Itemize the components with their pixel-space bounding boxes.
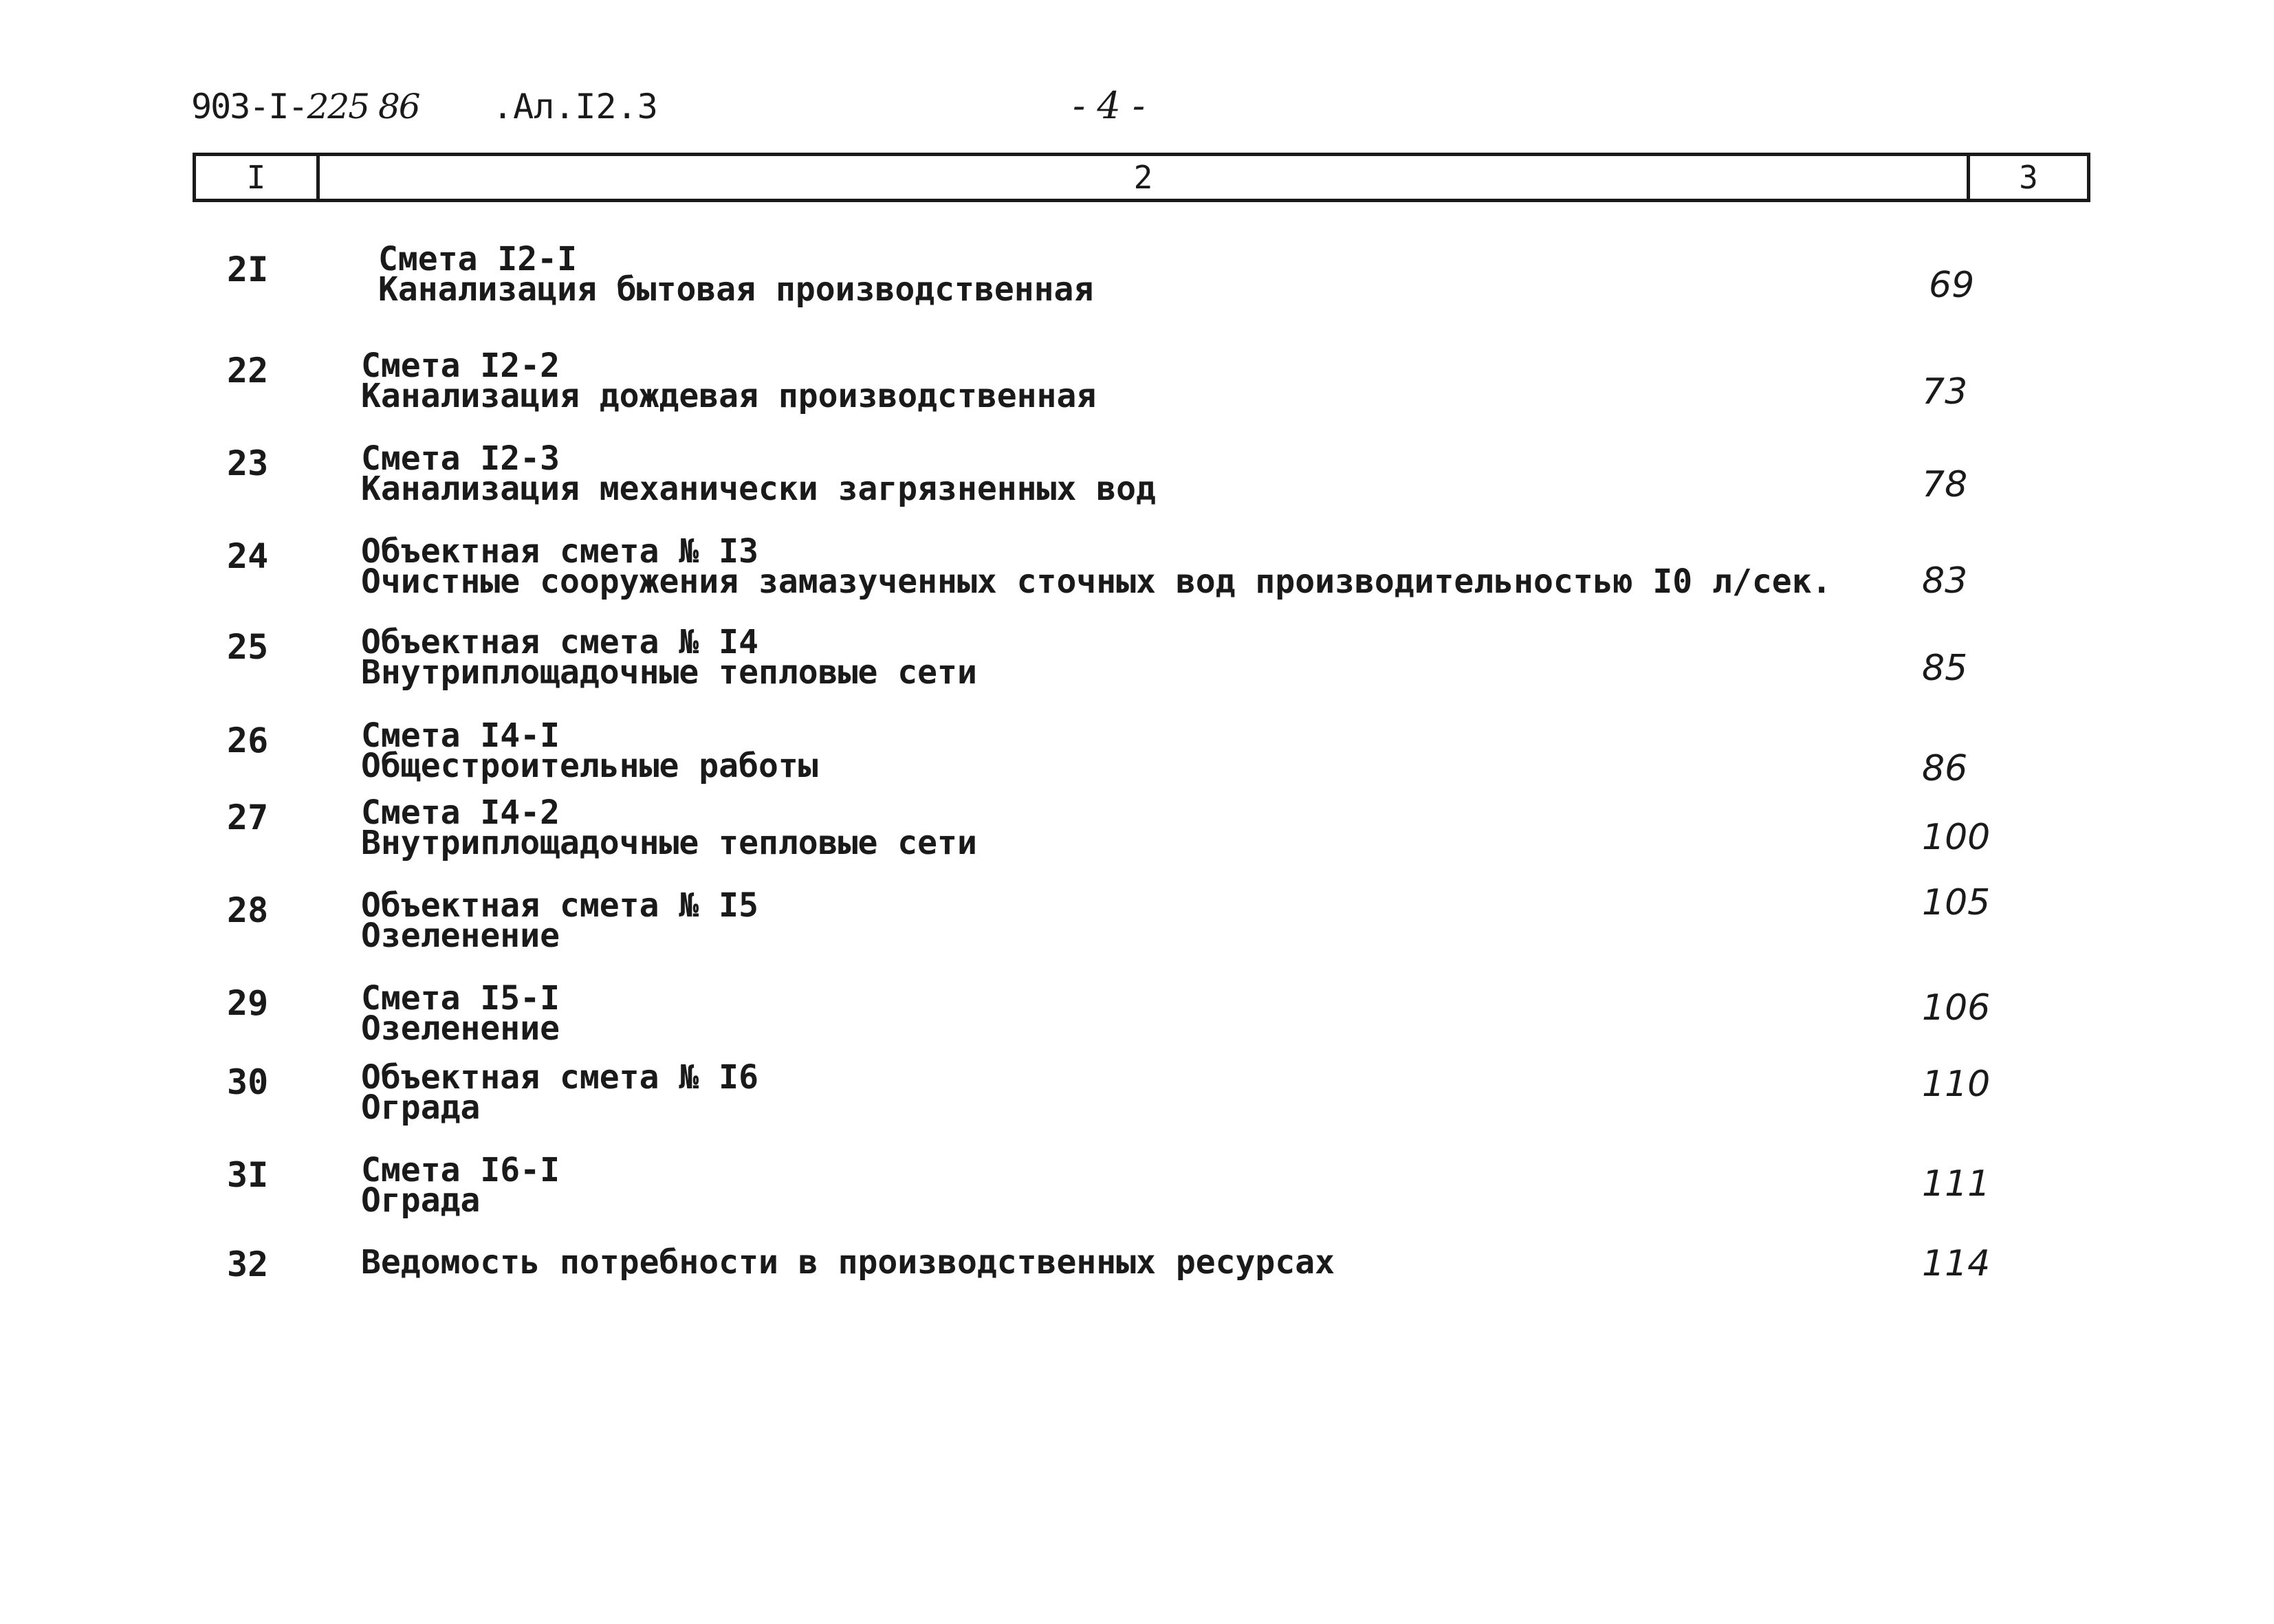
row-description — [361, 532, 1832, 601]
row-page: 114 — [1922, 1243, 1991, 1284]
row-subtitle: Канализация бытовая производственная — [378, 270, 1094, 309]
row-page: 111 — [1922, 1163, 1991, 1205]
row-page: 78 — [1922, 464, 1968, 505]
row-page: 83 — [1922, 560, 1968, 602]
row-subtitle: Канализация дождевая производственная — [361, 377, 1097, 415]
row-subtitle: Внутриплощадочные тепловые сети — [361, 824, 977, 862]
row-description — [361, 347, 1097, 415]
row-subtitle: Ограда — [361, 1181, 481, 1220]
row-page: 105 — [1922, 882, 1991, 923]
row-title: Объектная смета № I3 — [361, 532, 758, 571]
row-number: 22 — [227, 351, 269, 391]
row-subtitle: Озеленение — [361, 917, 560, 955]
row-number: 24 — [227, 536, 269, 576]
row-title: Смета I2-3 — [361, 439, 560, 478]
row-description — [361, 1243, 1335, 1282]
row-title: Объектная смета № I5 — [361, 886, 758, 925]
row-number: 26 — [227, 721, 269, 760]
album-number: .Ал.I2.3 — [492, 87, 658, 127]
row-description — [361, 1151, 560, 1220]
row-description — [361, 623, 977, 692]
row-page: 106 — [1922, 987, 1991, 1029]
row-page: 110 — [1922, 1064, 1991, 1105]
document-code — [191, 87, 419, 127]
row-title: Ведомость потребности в производственных ресурсах — [361, 1243, 1335, 1282]
row-page: 85 — [1922, 648, 1968, 689]
row-number: 27 — [227, 798, 269, 837]
row-number: 3I — [227, 1155, 269, 1195]
column-header-page: 3 — [2019, 159, 2038, 196]
row-subtitle: Канализация механически загрязненных вод — [361, 470, 1156, 508]
row-description — [361, 1058, 758, 1127]
column-header-name: 2 — [320, 156, 1970, 199]
row-description — [361, 793, 977, 862]
row-number: 28 — [227, 890, 269, 930]
row-number: 30 — [227, 1062, 269, 1102]
row-title: Смета I4-I — [361, 716, 560, 755]
row-number: 29 — [227, 983, 269, 1023]
row-description — [361, 979, 560, 1048]
row-title: Смета I5-I — [361, 979, 560, 1018]
row-description — [361, 439, 1156, 508]
row-number: 25 — [227, 627, 269, 667]
row-subtitle: Внутриплощадочные тепловые сети — [361, 653, 977, 692]
row-subtitle: Общестроительные работы — [361, 747, 818, 785]
row-number: 23 — [227, 443, 269, 483]
row-title: Объектная смета № I4 — [361, 623, 758, 661]
column-header-number: I — [196, 156, 320, 199]
row-number: 32 — [227, 1244, 269, 1284]
page-number: - 4 - — [1073, 84, 1146, 127]
document-code-handwritten: 225 86 — [307, 87, 419, 127]
row-page: 69 — [1929, 265, 1975, 306]
row-subtitle: Ограда — [361, 1088, 481, 1127]
row-title: Смета I2-I — [378, 240, 577, 278]
row-title: Смета I2-2 — [361, 347, 560, 385]
row-number: 2I — [227, 250, 269, 289]
row-description — [361, 716, 818, 785]
row-title: Смета I4-2 — [361, 793, 560, 832]
row-page: 100 — [1922, 817, 1991, 858]
row-page: 73 — [1922, 371, 1968, 413]
row-page: 86 — [1922, 748, 1968, 789]
row-title: Объектная смета № I6 — [361, 1058, 758, 1097]
row-description — [361, 886, 758, 955]
row-title: Смета I6-I — [361, 1151, 560, 1189]
column-header-table — [193, 153, 2090, 202]
row-description — [378, 240, 1094, 309]
row-subtitle: Очистные сооружения замазученных сточных вод производительностью I0 л/сек. — [361, 562, 1832, 601]
row-subtitle: Озеленение — [361, 1009, 560, 1048]
document-code-printed: 903-I- — [191, 87, 307, 127]
